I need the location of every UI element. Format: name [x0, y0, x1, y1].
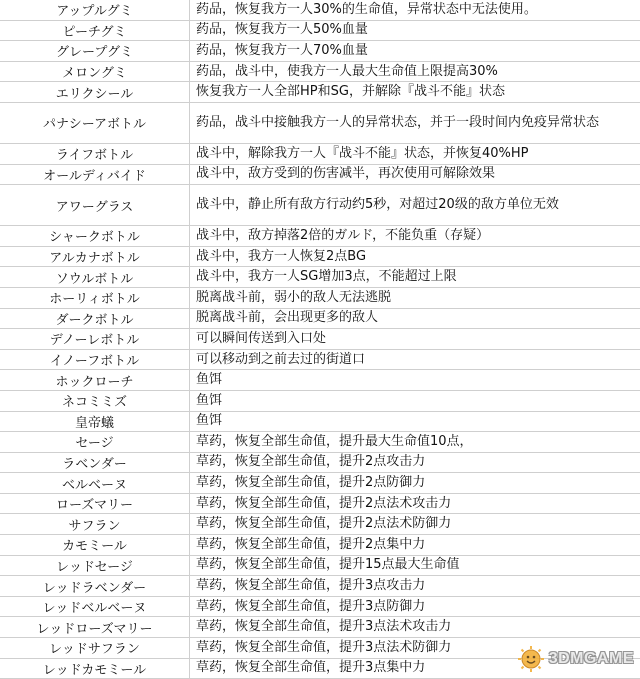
item-desc-cell: 鱼饵 — [196, 413, 223, 429]
item-desc-cell: 草药，恢复全部生命值，提升15点最大生命值 — [196, 557, 460, 573]
item-desc-cell: 战斗中，我方一人SG增加3点，不能超过上限 — [196, 269, 457, 285]
item-desc-cell: 战斗中，敌方受到的伤害减半，再次使用可解除效果 — [196, 166, 496, 182]
table-row — [0, 473, 640, 494]
item-desc-cell: 战斗中，敌方掉落2倍的ガルド，不能负重（存疑） — [196, 227, 490, 243]
item-desc-cell: 战斗中，解除我方一人『战斗不能』状态，并恢复40%HP — [196, 145, 529, 161]
table-row — [0, 41, 640, 62]
item-name-cell: ライフボトル — [0, 144, 190, 164]
item-name-cell: メロングミ — [0, 62, 190, 82]
watermark-text: 3DMGAME — [548, 650, 634, 667]
watermark — [517, 645, 634, 673]
item-name-cell: ダークボトル — [0, 309, 190, 329]
table-row — [0, 329, 640, 350]
item-desc-cell: 可以移动到之前去过的街道口 — [196, 351, 366, 367]
sun-face-logo-icon — [517, 645, 545, 673]
item-name-cell: サフラン — [0, 514, 190, 534]
table-row — [0, 412, 640, 433]
item-desc-cell: 脱离战斗前，弱小的敌人无法逃脱 — [196, 289, 392, 305]
item-name-cell: イノーフボトル — [0, 350, 190, 370]
item-desc-cell: 草药，恢复全部生命值，提升3点防御力 — [196, 598, 426, 614]
item-desc-cell: 草药，恢复全部生命值，提升2点集中力 — [196, 536, 426, 552]
item-name-cell: アワーグラス — [0, 185, 190, 225]
item-desc-cell: 药品，战斗中接触我方一人的异常状态，并于一段时间内免疫异常状态 — [196, 114, 600, 130]
item-desc-cell: 药品，恢复我方一人50%血量 — [196, 22, 368, 38]
item-name-cell: レッドラベンダー — [0, 576, 190, 596]
item-name-cell: セージ — [0, 432, 190, 452]
item-name-cell: レッドサフラン — [0, 638, 190, 658]
table-row — [0, 103, 640, 144]
table-row — [0, 267, 640, 288]
item-name-cell: エリクシール — [0, 82, 190, 102]
item-name-cell: ベルベーヌ — [0, 473, 190, 493]
item-desc-cell: 草药，恢复全部生命值，提升3点法术防御力 — [196, 639, 452, 655]
item-name-cell: ラベンダー — [0, 453, 190, 473]
item-name-cell: デノーレボトル — [0, 329, 190, 349]
table-row — [0, 247, 640, 268]
item-name-cell: ソウルボトル — [0, 267, 190, 287]
table-row — [0, 144, 640, 165]
item-name-cell: レッドカモミール — [0, 659, 190, 679]
item-name-cell: レッドローズマリー — [0, 617, 190, 637]
item-desc-cell: 鱼饵 — [196, 372, 223, 388]
item-name-cell: オールディバイド — [0, 165, 190, 185]
item-desc-cell: 草药，恢复全部生命值，提升3点攻击力 — [196, 578, 426, 594]
table-row — [0, 494, 640, 515]
item-name-cell: レッドベルベーヌ — [0, 597, 190, 617]
item-desc-cell: 草药，恢复全部生命值，提升3点集中力 — [196, 660, 426, 676]
item-desc-cell: 草药，恢复全部生命值，提升最大生命值10点， — [196, 433, 473, 449]
item-name-cell: 皇帝蟻 — [0, 412, 190, 432]
table-row — [0, 0, 640, 21]
item-desc-cell: 药品，恢复我方一人70%血量 — [196, 42, 368, 58]
table-row — [0, 453, 640, 474]
item-desc-cell: 药品，战斗中，使我方一人最大生命值上限提高30% — [196, 63, 498, 79]
table-row — [0, 309, 640, 330]
table-row — [0, 391, 640, 412]
item-name-cell: シャークボトル — [0, 226, 190, 246]
table-row — [0, 432, 640, 453]
item-desc-cell: 可以瞬间传送到入口处 — [196, 330, 327, 346]
table-row — [0, 597, 640, 618]
item-desc-cell: 鱼饵 — [196, 392, 223, 408]
table-row — [0, 21, 640, 42]
table-row — [0, 576, 640, 597]
item-name-cell: ホックローチ — [0, 370, 190, 390]
item-name-cell: ピーチグミ — [0, 21, 190, 41]
item-desc-cell: 草药，恢复全部生命值，提升3点法术攻击力 — [196, 619, 452, 635]
item-name-cell: レッドセージ — [0, 556, 190, 576]
table-row — [0, 370, 640, 391]
item-name-cell: ネコミミズ — [0, 391, 190, 411]
table-row — [0, 350, 640, 371]
item-desc-cell: 草药，恢复全部生命值，提升2点攻击力 — [196, 454, 426, 470]
table-row — [0, 82, 640, 103]
item-desc-cell: 草药，恢复全部生命值，提升2点法术防御力 — [196, 516, 452, 532]
item-name-cell: アルカナボトル — [0, 247, 190, 267]
table-row — [0, 514, 640, 535]
item-desc-cell: 药品，恢复我方一人30%的生命值，异常状态中无法使用。 — [196, 1, 537, 17]
item-name-cell: ローズマリー — [0, 494, 190, 514]
item-desc-cell: 草药，恢复全部生命值，提升2点法术攻击力 — [196, 495, 452, 511]
item-name-cell: アップルグミ — [0, 0, 190, 20]
item-desc-cell: 战斗中，我方一人恢复2点BG — [196, 248, 367, 264]
item-desc-cell: 脱离战斗前，会出现更多的敌人 — [196, 310, 379, 326]
item-name-cell: ホーリィボトル — [0, 288, 190, 308]
item-name-cell: グレープグミ — [0, 41, 190, 61]
table-row — [0, 165, 640, 186]
item-desc-cell: 草药，恢复全部生命值，提升2点防御力 — [196, 475, 426, 491]
table-row — [0, 535, 640, 556]
item-desc-cell: 战斗中，静止所有敌方行动约5秒，对超过20级的敌方单位无效 — [196, 197, 559, 213]
item-name-cell: パナシーアボトル — [0, 103, 190, 143]
item-name-cell: カモミール — [0, 535, 190, 555]
table-row — [0, 556, 640, 577]
item-desc-cell: 恢复我方一人全部HP和SG，并解除『战斗不能』状态 — [196, 84, 505, 100]
table-row — [0, 617, 640, 638]
table-row — [0, 288, 640, 309]
table-row — [0, 62, 640, 83]
table-row — [0, 226, 640, 247]
table-row — [0, 185, 640, 226]
